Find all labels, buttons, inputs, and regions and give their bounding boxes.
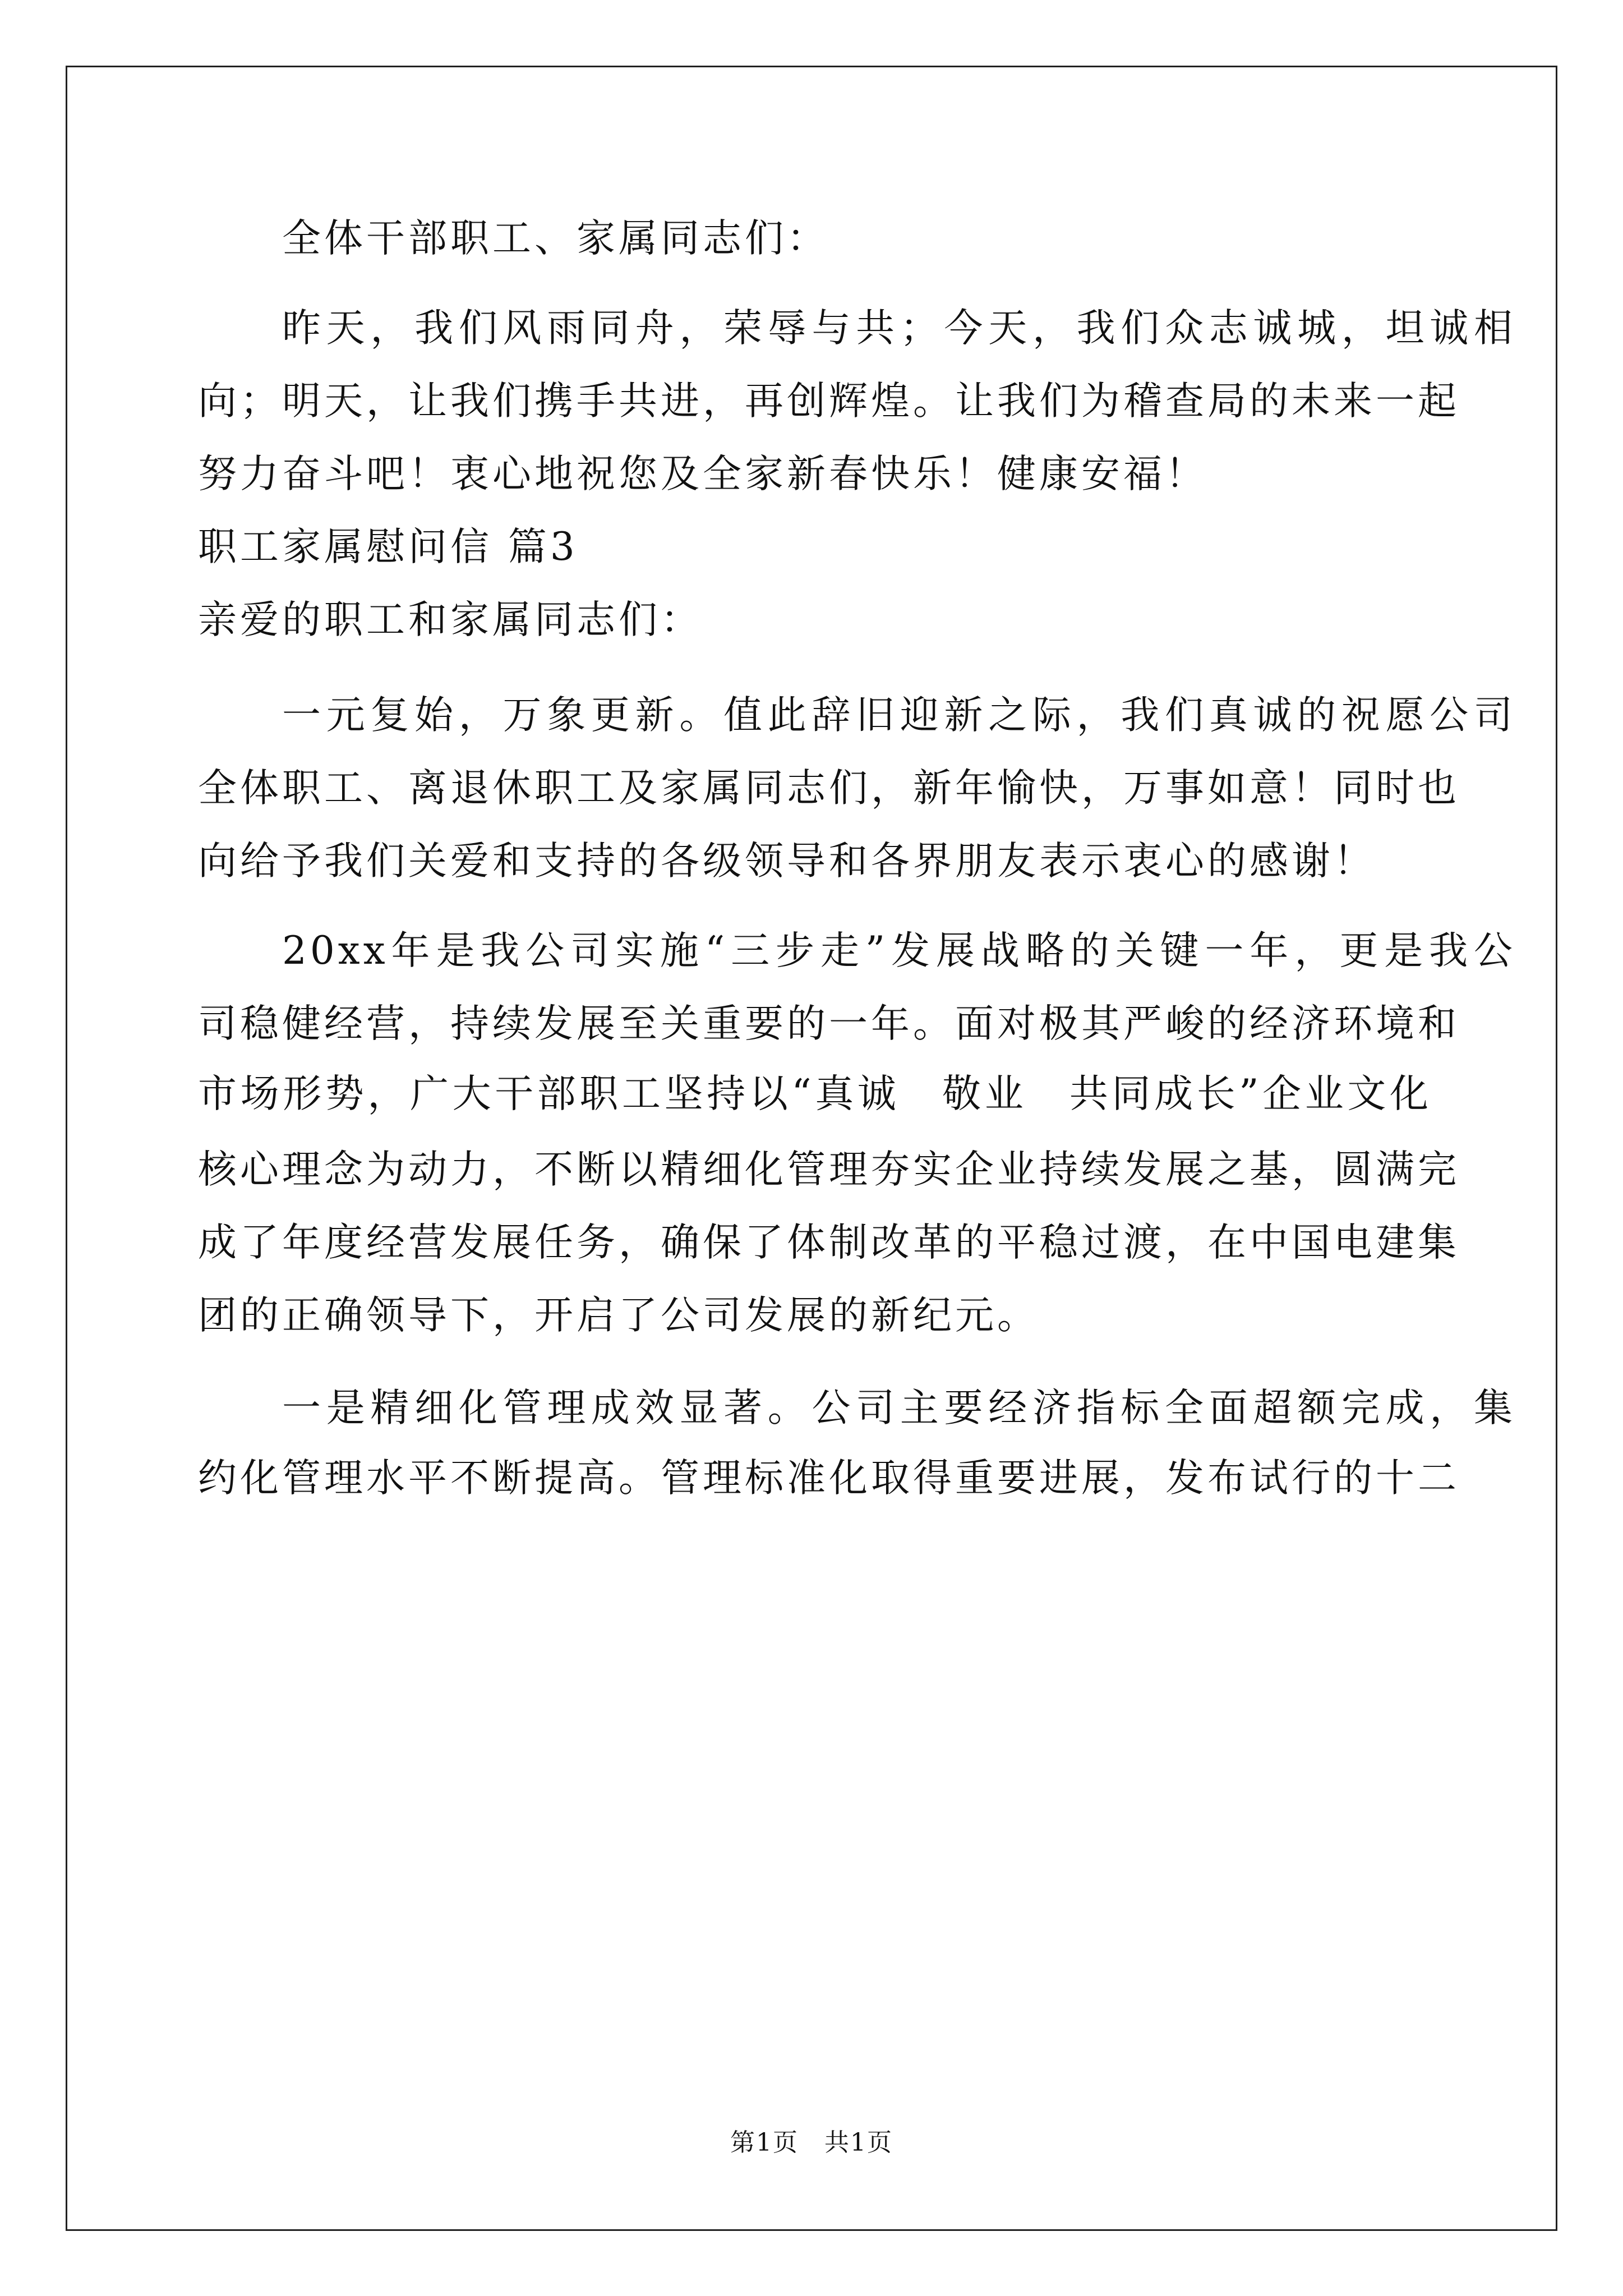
salutation-line: 全体干部职工、家属同志们：	[282, 216, 829, 261]
paragraph-line: 司稳健经营，持续发展至关重要的一年。面对极其严峻的经济环境和	[198, 1001, 1460, 1046]
paragraph-line: 核心理念为动力，不断以精细化管理夯实企业持续发展之基，圆满完	[198, 1147, 1460, 1192]
salutation-line: 亲爱的职工和家属同志们：	[198, 597, 703, 642]
paragraph-line: 向；明天，让我们携手共进，再创辉煌。让我们为稽查局的未来一起	[198, 379, 1460, 424]
paragraph-line: 团的正确领导下，开启了公司发展的新纪元。	[198, 1293, 1039, 1338]
paragraph-line: 向给予我们关爱和支持的各级领导和各界朋友表示衷心的感谢！	[198, 839, 1376, 884]
paragraph-line: 努力奋斗吧！衷心地祝您及全家新春快乐！健康安福！	[198, 452, 1207, 496]
paragraph-line: 约化管理水平不断提高。管理标准化取得重要进展，发布试行的十二	[198, 1456, 1460, 1501]
page-number: 第1页	[730, 2128, 799, 2157]
paragraph-line: 昨天，我们风雨同舟，荣辱与共；今天，我们众志诚城，坦诚相	[282, 306, 1516, 351]
page-footer	[0, 2126, 1623, 2160]
paragraph-line: 一是精细化管理成效显著。公司主要经济指标全面超额完成，集	[282, 1386, 1516, 1430]
paragraph-line: 市场形势，广大干部职工坚持以“真诚 敬业 共同成长”企业文化	[198, 1071, 1432, 1116]
section-heading: 职工家属慰问信 篇3	[198, 524, 578, 569]
paragraph-line: 一元复始，万象更新。值此辞旧迎新之际，我们真诚的祝愿公司	[282, 693, 1516, 738]
paragraph-line: 全体职工、离退休职工及家属同志们，新年愉快，万事如意！同时也	[198, 766, 1460, 811]
page-total: 共1页	[824, 2128, 893, 2157]
paragraph-line: 成了年度经营发展任务，确保了体制改革的平稳过渡，在中国电建集	[198, 1220, 1460, 1265]
paragraph-line: 20xx年是我公司实施“三步走”发展战略的关键一年，更是我公	[282, 928, 1516, 973]
